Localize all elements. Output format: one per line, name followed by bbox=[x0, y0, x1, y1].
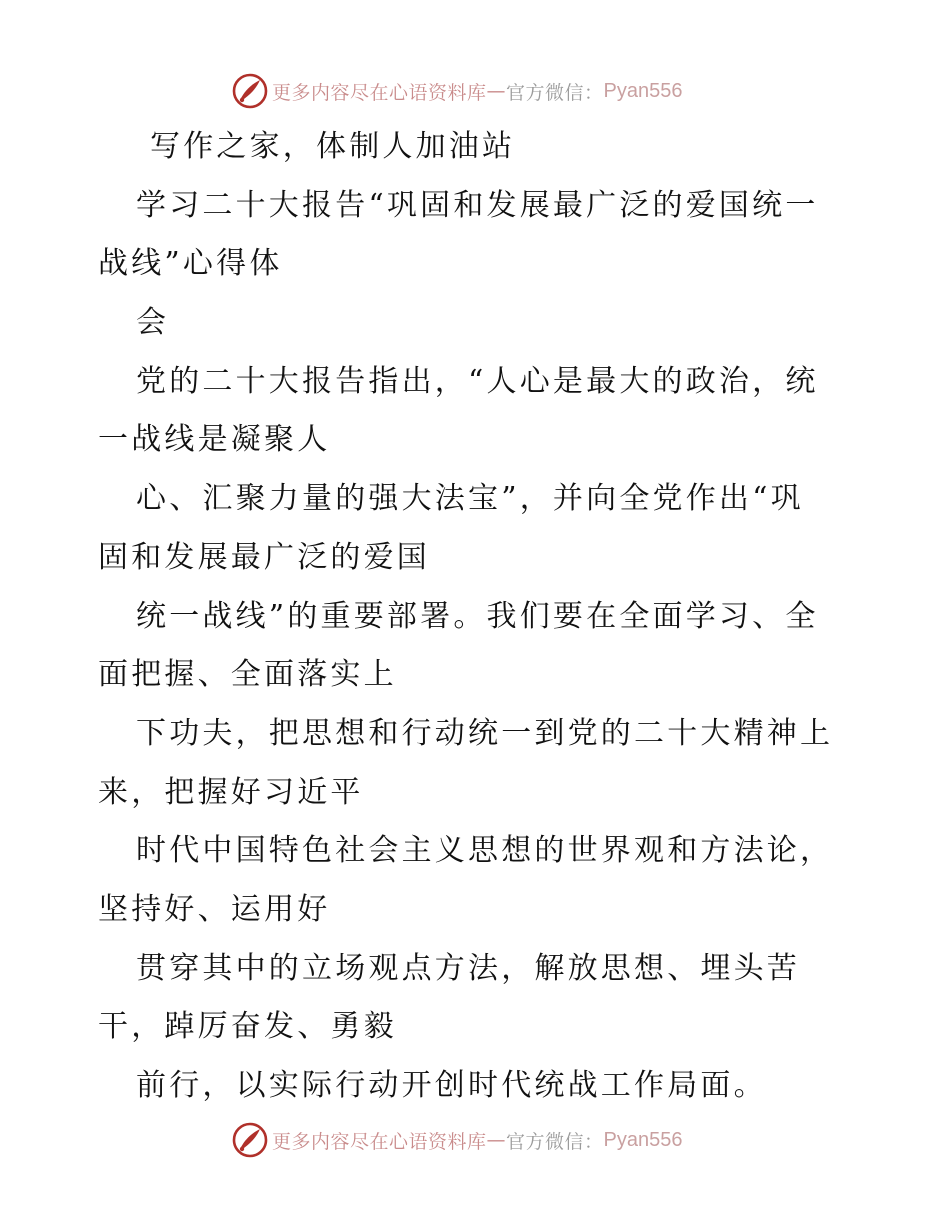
document-line: 干，踔厉奋发、勇毅 bbox=[98, 1009, 397, 1045]
document-line: 来，把握好习近平 bbox=[98, 774, 364, 810]
footer-banner bbox=[232, 1121, 683, 1159]
header-dash: — bbox=[486, 80, 507, 102]
document-line: 面把握、全面落实上 bbox=[98, 657, 397, 693]
document-body bbox=[98, 118, 858, 1116]
document-line: 坚持好、运用好 bbox=[98, 891, 331, 927]
pen-nib-logo-icon bbox=[232, 1122, 268, 1158]
header-banner bbox=[232, 72, 683, 110]
document-line: 统一战线”的重要部署。我们要在全面学习、全 bbox=[136, 598, 819, 634]
document-line: 时代中国特色社会主义思想的世界观和方法论， bbox=[136, 833, 834, 869]
document-line: 党的二十大报告指出，“人心是最大的政治，统 bbox=[136, 363, 819, 399]
header-wechat-label: 官方微信： bbox=[506, 81, 604, 104]
header-promo-text: 更多内容尽在心语资料库 bbox=[272, 81, 487, 104]
pen-nib-logo-icon bbox=[232, 73, 268, 109]
footer-promo-text: 更多内容尽在心语资料库 bbox=[272, 1130, 487, 1153]
document-line: 前行，以实际行动开创时代统战工作局面。 bbox=[136, 1068, 767, 1103]
document-line: 下功夫，把思想和行动统一到党的二十大精神上 bbox=[136, 715, 834, 751]
document-line: 会 bbox=[136, 305, 170, 341]
header-wechat-id: Pyan556 bbox=[603, 79, 683, 102]
document-line: 写作之家，体制人加油站 bbox=[150, 129, 516, 164]
document-line: 心、汇聚力量的强大法宝”，并向全党作出“巩 bbox=[136, 481, 804, 517]
document-line: 贯穿其中的立场观点方法，解放思想、埋头苦 bbox=[136, 950, 800, 986]
document-line: 一战线是凝聚人 bbox=[98, 422, 331, 458]
document-line: 固和发展最广泛的爱国 bbox=[98, 539, 430, 575]
footer-wechat-label: 官方微信： bbox=[506, 1130, 604, 1153]
document-line: 学习二十大报告“巩固和发展最广泛的爱国统一 bbox=[136, 187, 819, 223]
footer-dash: — bbox=[486, 1129, 507, 1151]
footer-wechat-id: Pyan556 bbox=[603, 1128, 683, 1151]
document-line: 战线”心得体 bbox=[98, 246, 283, 282]
